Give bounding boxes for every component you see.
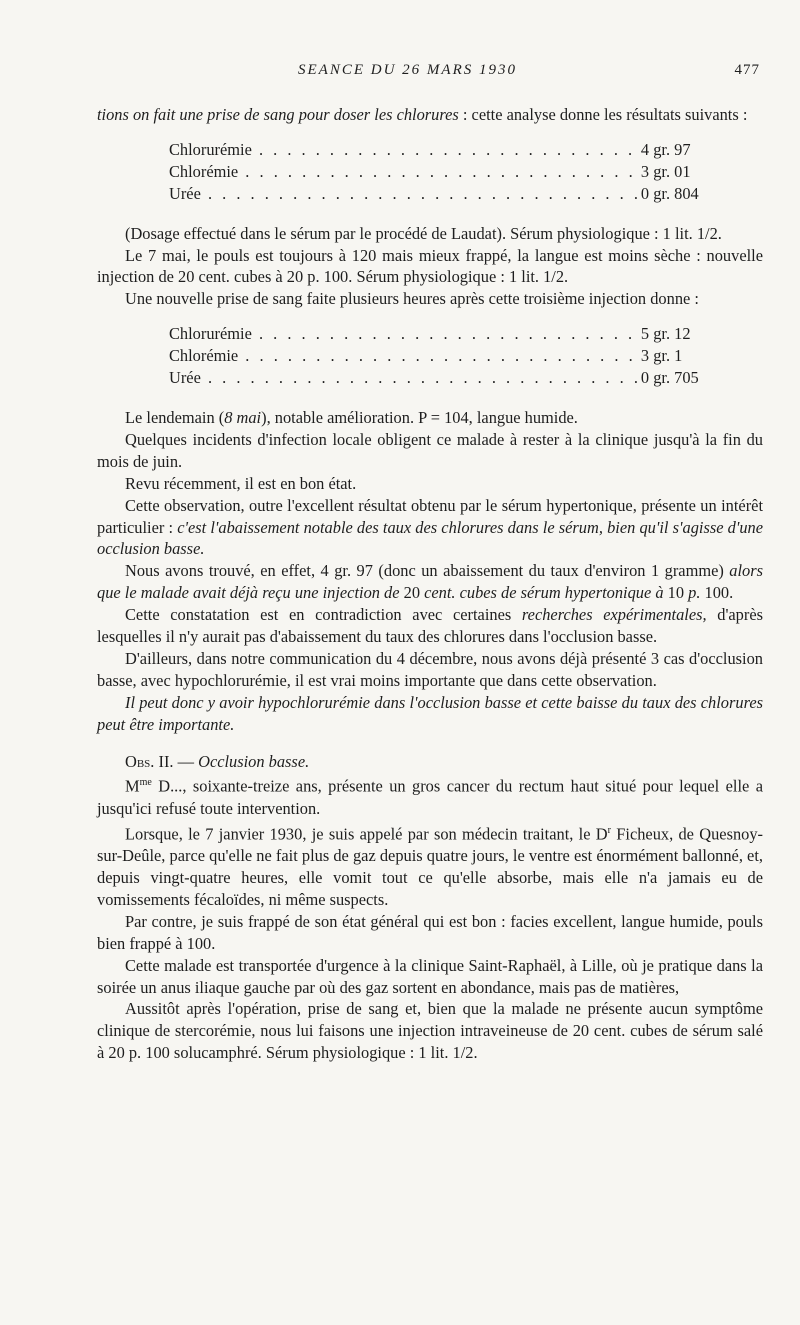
paragraph xyxy=(97,820,763,911)
text: M xyxy=(125,776,140,796)
paragraph xyxy=(97,604,763,648)
italic-text: tions on fait une prise de sang pour doser les chlorures xyxy=(97,105,459,124)
text: Nous avons trouvé, en effet, 4 gr. 97 (donc un abaissement du taux d'environ 1 gramme) xyxy=(125,561,730,581)
paragraph: Le 7 mai, le pouls est toujours à 120 mais mieux frappé, la langue est moins sèche : nouvelle injection de 20 cent. cubes à 20 p. 100. Sérum physiologique : 1 lit. 1/2. xyxy=(97,245,763,287)
row-label: Chlorémie xyxy=(169,161,239,181)
paragraph: Cette malade est transportée d'urgence à la clinique Saint-Raphaël, à Lille, où je pratique dans la soirée un anus iliaque gauche par où des gaz sortent en abondance, mais pas de matières, xyxy=(97,955,763,997)
row-label: Chlorurémie xyxy=(169,139,252,159)
italic-text: p. xyxy=(688,583,701,603)
text: — xyxy=(173,751,199,771)
text: Lorsque, le 7 janvier 1930, je suis appelé par son médecin traitant, le D xyxy=(125,824,608,844)
row-label: Chlorémie xyxy=(169,346,239,366)
results-table-2 xyxy=(169,323,699,389)
paragraph xyxy=(97,407,763,429)
row-value: 4 gr. 97 xyxy=(640,139,691,159)
leader-dots: . . . . . . . . . . . . . . . . . . . . . . . . . . . xyxy=(251,139,636,159)
paragraph: Une nouvelle prise de sang faite plusieurs heures après cette troisième injection donne : xyxy=(125,289,699,309)
paragraph xyxy=(97,560,763,604)
row-value: 0 gr. 705 xyxy=(640,368,699,388)
results-table-1 xyxy=(169,139,699,205)
running-header xyxy=(0,62,800,84)
italic-text: 8 mai xyxy=(224,407,262,427)
table-row xyxy=(169,345,699,367)
leader-dots: . . . . . . . . . . . . . . . . . . . . . . . . . . . xyxy=(251,324,636,344)
paragraph: Aussitôt après l'opération, prise de sang et, bien que la malade ne présente aucun symptôme clinique de stercorémie, nous lui faisons une injection intraveineuse de 20 cent. cubes de sérum salé à 20 p. 100 solucamphré. Sérum physiologique : 1 lit. 1/2. xyxy=(97,999,763,1063)
text: Cette observation, outre l'excellent résultat obtenu par le sérum hypertonique, présente un intérêt particulier : xyxy=(97,495,763,537)
text: d'après lesquelles il n'y aurait pas d'abaissement du taux des chlorures dans l'occlusion basse. xyxy=(97,605,763,647)
table-row xyxy=(169,139,699,161)
row-value: 3 gr. 1 xyxy=(640,346,683,366)
body-text xyxy=(97,104,763,1064)
row-label: Chlorurémie xyxy=(169,324,252,344)
row-value: 0 gr. 804 xyxy=(640,183,699,203)
row-value: 5 gr. 12 xyxy=(640,324,691,344)
table-row xyxy=(169,367,699,389)
row-label: Urée xyxy=(169,183,201,203)
header-title: SEANCE DU 26 MARS 1930 xyxy=(298,62,517,78)
page-number: 477 xyxy=(734,62,760,78)
text: D..., soixante-treize ans, présente un gros cancer du rectum haut situé pour lequel elle a jusqu'ici refusé toute intervention. xyxy=(97,776,763,818)
leader-dots: . . . . . . . . . . . . . . . . . . . . . . . . . . . . . . . xyxy=(200,368,641,388)
row-label: Urée xyxy=(169,368,201,388)
paragraph: Revu récemment, il est en bon état. xyxy=(125,473,357,493)
text: Ficheux, de Quesnoy-sur-Deûle, parce qu'elle ne fait plus de gaz depuis quatre jours, le ventre est énormément ballonné, et, depuis vingt-quatre heures, elle vomit tout ce qu'elle absorbe, mais elle n'a jamais eu de vomissements fécaloïdes, ni même suspects. xyxy=(97,824,763,909)
text: Le lendemain ( xyxy=(125,407,225,427)
obs-label: Obs. II. xyxy=(125,751,174,771)
text: Cette constatation est en contradiction avec certaines xyxy=(125,605,522,625)
paragraph: Quelques incidents d'infection locale obligent ce malade à rester à la clinique jusqu'à la fin du mois de juin. xyxy=(97,429,763,471)
paragraph: (Dosage effectué dans le sérum par le procédé de Laudat). Sérum physiologique : 1 lit. 1/2. xyxy=(125,223,722,243)
superscript: r xyxy=(607,824,611,836)
superscript: me xyxy=(139,777,152,789)
text: 100. xyxy=(700,583,734,603)
leader-dots: . . . . . . . . . . . . . . . . . . . . . . . . . . . . xyxy=(238,346,636,366)
table-row xyxy=(169,183,699,205)
paragraph: D'ailleurs, dans notre communication du 4 décembre, nous avons déjà présenté 3 cas d'occlusion basse, avec hypochlorurémie, il est vrai moins importante que dans cette observation. xyxy=(97,648,763,690)
paragraph xyxy=(97,104,763,126)
text: : cette analyse donne les résultats suivants : xyxy=(458,105,748,124)
leader-dots: . . . . . . . . . . . . . . . . . . . . . . . . . . . . xyxy=(238,161,636,181)
paragraph: Il peut donc y avoir hypochlorurémie dans l'occlusion basse et cette baisse du taux des chlorures peut être importante. xyxy=(97,692,763,734)
italic-text: alors que le malade avait déjà reçu une injection de xyxy=(97,561,763,603)
row-value: 3 gr. 01 xyxy=(640,161,691,181)
paragraph: Par contre, je suis frappé de son état général qui est bon : facies excellent, langue humide, pouls bien frappé à 100. xyxy=(97,911,763,953)
paragraph xyxy=(97,495,763,561)
italic-text: recherches expérimentales, xyxy=(521,605,707,625)
section-heading xyxy=(97,751,763,773)
paragraph xyxy=(97,772,763,819)
text: 20 xyxy=(399,583,425,603)
leader-dots: . . . . . . . . . . . . . . . . . . . . . . . . . . . . . . . xyxy=(200,183,641,203)
text: ), notable amélioration. P = 104, langue humide. xyxy=(261,407,578,427)
text: 10 xyxy=(663,583,689,603)
italic-text: c'est l'abaissement notable des taux des chlorures dans le sérum, bien qu'il s'agisse d'une occlusion basse. xyxy=(97,517,763,559)
obs-title: Occlusion basse. xyxy=(198,751,310,771)
table-row xyxy=(169,323,699,345)
italic-text: cent. cubes de sérum hypertonique à xyxy=(424,583,664,603)
table-row xyxy=(169,161,699,183)
